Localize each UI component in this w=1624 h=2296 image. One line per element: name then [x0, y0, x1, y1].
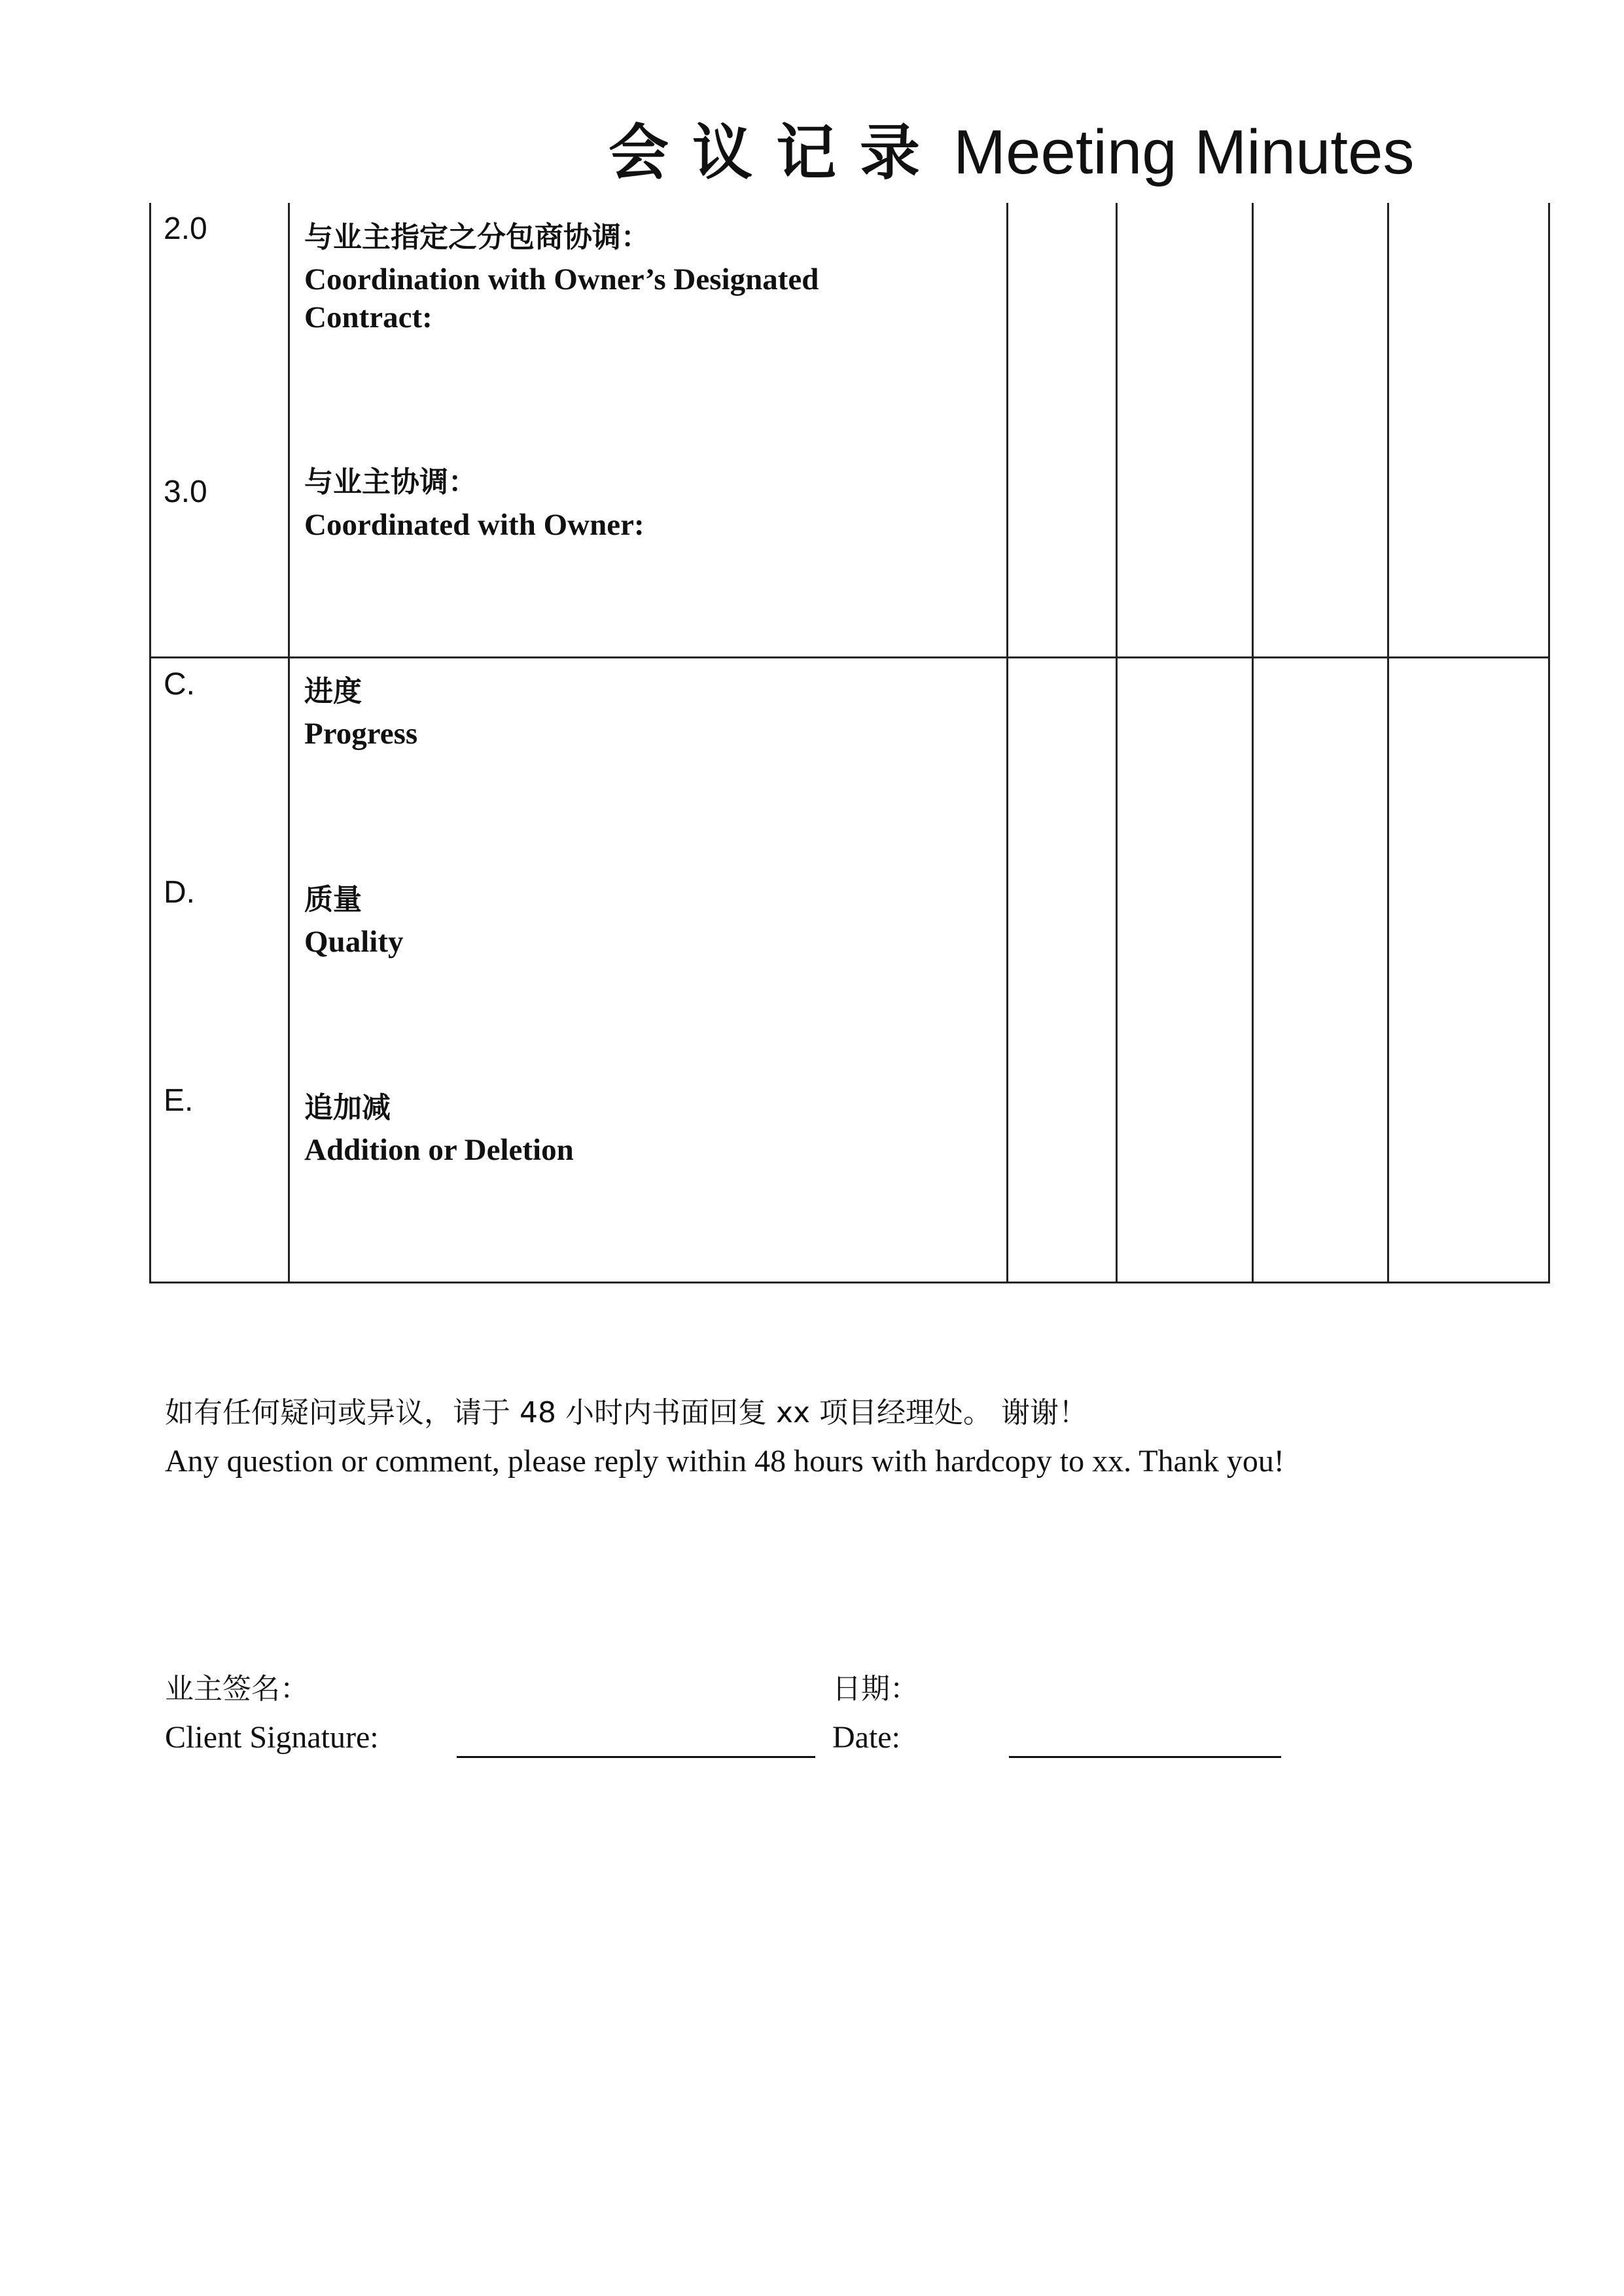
- item-title-cn: 质量: [304, 883, 362, 916]
- client-signature-label-cn: 业主签名：: [165, 1672, 309, 1706]
- item-number: 2.0: [164, 211, 207, 246]
- item-title-cn: 与业主指定之分包商协调：: [304, 221, 650, 254]
- reply-note-en: Any question or comment, please reply within 48 hours with hardcopy to xx. Thank you!: [165, 1444, 1284, 1479]
- date-label-cn: 日期：: [832, 1672, 919, 1706]
- table-divider-num: [288, 203, 290, 1283]
- item-title-en: Addition or Deletion: [304, 1133, 574, 1167]
- client-signature-line[interactable]: [457, 1756, 815, 1758]
- title-chinese: 会议记录: [609, 118, 944, 188]
- item-number: C.: [164, 667, 195, 702]
- item-number: 3.0: [164, 475, 207, 509]
- item-title-en: Coordinated with Owner:: [304, 508, 644, 542]
- item-number: D.: [164, 875, 195, 910]
- item-title-en: Progress: [304, 717, 418, 751]
- client-signature-label-en: Client Signature:: [165, 1720, 379, 1755]
- item-title-cn: 进度: [304, 675, 362, 708]
- title-english: Meeting Minutes: [953, 117, 1415, 187]
- item-title-en: Quality: [304, 925, 404, 959]
- item-title-en-line2: Contract:: [304, 300, 432, 334]
- reply-note-cn: 如有任何疑问或异议，请于 48 小时内书面回复 xx 项目经理处。 谢谢！: [165, 1396, 1087, 1429]
- item-title-en-line1: Coordination with Owner’s Designated: [304, 262, 819, 296]
- item-title-en: [304, 260, 819, 336]
- table-border-left: [149, 203, 151, 1283]
- date-label-en: Date:: [832, 1720, 900, 1755]
- page-title: [609, 105, 1414, 191]
- table-border-bottom: [149, 1282, 1550, 1283]
- table-divider-content: [1006, 203, 1008, 1283]
- table-divider-col2: [1252, 203, 1254, 1283]
- table-divider-col1: [1116, 203, 1118, 1283]
- item-number: E.: [164, 1083, 194, 1118]
- date-line[interactable]: [1009, 1756, 1281, 1758]
- table-row-divider: [149, 656, 1550, 658]
- item-title-cn: 与业主协调：: [304, 465, 477, 499]
- table-divider-col3: [1387, 203, 1389, 1283]
- table-border-right: [1548, 203, 1550, 1283]
- item-title-cn: 追加减: [304, 1091, 391, 1124]
